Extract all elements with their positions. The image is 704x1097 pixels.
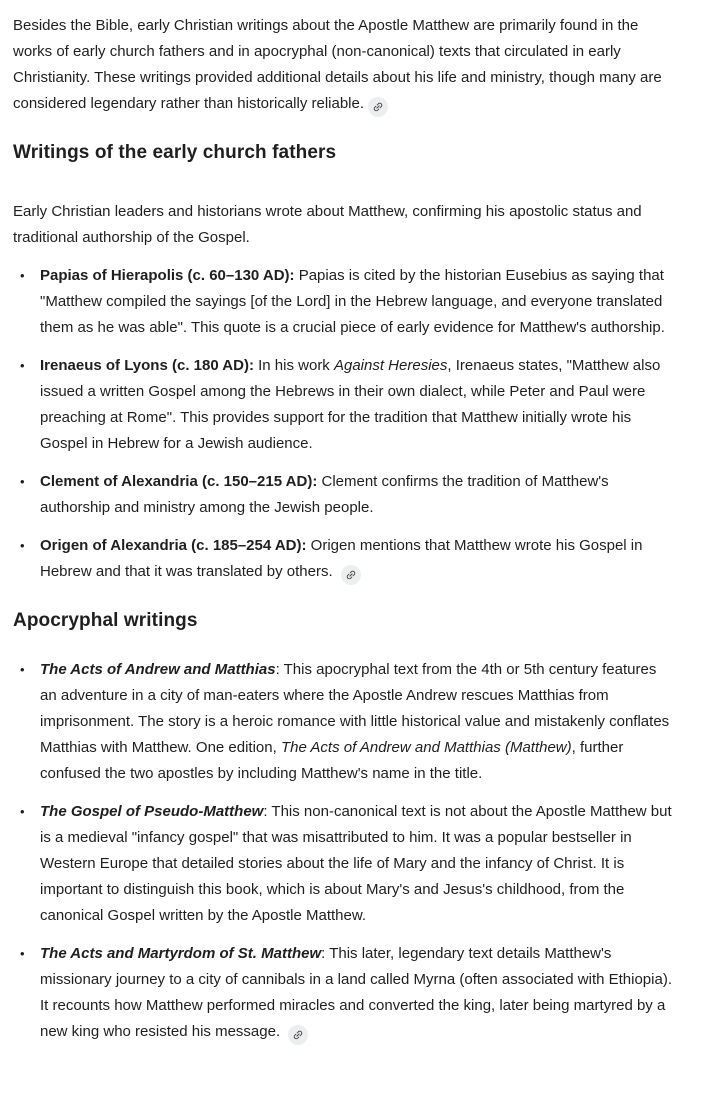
section-heading-church-fathers: Writings of the early church fathers xyxy=(13,142,337,163)
list-item-text: The Acts of Andrew and Matthias: This apocryphal text from the 4th or 5th century features an adventure in a city of man-eaters where the Apostle Andrew rescues Matthias from imprisonment. The story is a heroic romance with little historical value and mistakenly conflates Matthias with Matthew. One edition, The Acts of Andrew and Matthias (Matthew), further confused the two apostles by including Matthew's name in the title. xyxy=(40,661,670,782)
list-item xyxy=(13,469,676,521)
list-item xyxy=(13,941,676,1045)
list-item-text: The Acts and Martyrdom of St. Matthew: This later, legendary text details Matthew's missionary journey to a city of cannibals in a land called Myrna (often associated with Ethiopia). It recounts how Matthew performed miracles and converted the king, later being martyred by a new king who resisted his message. xyxy=(40,945,672,1040)
church-fathers-list xyxy=(13,263,676,585)
link-icon xyxy=(370,99,387,116)
bullet-dot: • xyxy=(20,662,25,677)
source-link-chip[interactable] xyxy=(288,1025,308,1045)
bullet-dot: • xyxy=(20,268,25,283)
bullet-dot: • xyxy=(20,474,25,489)
intro-text: Besides the Bible, early Christian writings about the Apostle Matthew are primarily found in the works of early church fathers and in apocryphal (non-canonical) texts that circulated in early Christianity. These writings provided additional details about his life and ministry, though many are considered legendary rather than historically reliable. xyxy=(13,17,662,112)
bullet-dot: • xyxy=(20,946,25,961)
bullet-dot: • xyxy=(20,804,25,819)
list-item-text: Papias of Hierapolis (c. 60–130 AD): Papias is cited by the historian Eusebius as saying that "Matthew compiled the sayings [of the Lord] in the Hebrew language, and everyone translated them as he was able". This quote is a crucial piece of early evidence for Matthew's authorship. xyxy=(40,267,665,336)
section-heading-apocryphal: Apocryphal writings xyxy=(13,610,198,631)
link-icon xyxy=(290,1027,307,1044)
bullet-dot: • xyxy=(20,358,25,373)
intro-paragraph xyxy=(13,13,676,117)
list-item-text: The Gospel of Pseudo-Matthew: This non-canonical text is not about the Apostle Matthew but is a medieval "infancy gospel" that was misattributed to him. It was a popular bestseller in Western Europe that detailed stories about the life of Mary and the infancy of Christ. It is important to distinguish this book, which is about Mary's and Jesus's childhood, from the canonical Gospel written by the Apostle Matthew. xyxy=(40,803,672,924)
list-item xyxy=(13,657,676,787)
list-item-text: Irenaeus of Lyons (c. 180 AD): In his work Against Heresies, Irenaeus states, "Matthew also issued a written Gospel among the Hebrews in their own dialect, while Peter and Paul were preaching at Rome". This provides support for the tradition that Matthew initially wrote his Gospel in Hebrew for a Jewish audience. xyxy=(40,357,661,452)
bullet-dot: • xyxy=(20,538,25,553)
apocryphal-list xyxy=(13,657,676,1045)
list-item-text: Clement of Alexandria (c. 150–215 AD): Clement confirms the tradition of Matthew's authorship and ministry among the Jewish people. xyxy=(40,473,609,516)
list-item xyxy=(13,353,676,457)
list-item xyxy=(13,533,676,585)
list-item-text: Origen of Alexandria (c. 185–254 AD): Origen mentions that Matthew wrote his Gospel in Hebrew and that it was translated by others. xyxy=(40,537,643,580)
church-fathers-paragraph: Early Christian leaders and historians wrote about Matthew, confirming his apostolic status and traditional authorship of the Gospel. xyxy=(13,203,642,246)
link-icon xyxy=(342,567,359,584)
source-link-chip[interactable] xyxy=(368,97,388,117)
list-item xyxy=(13,799,676,929)
list-item xyxy=(13,263,676,341)
source-link-chip[interactable] xyxy=(341,565,361,585)
